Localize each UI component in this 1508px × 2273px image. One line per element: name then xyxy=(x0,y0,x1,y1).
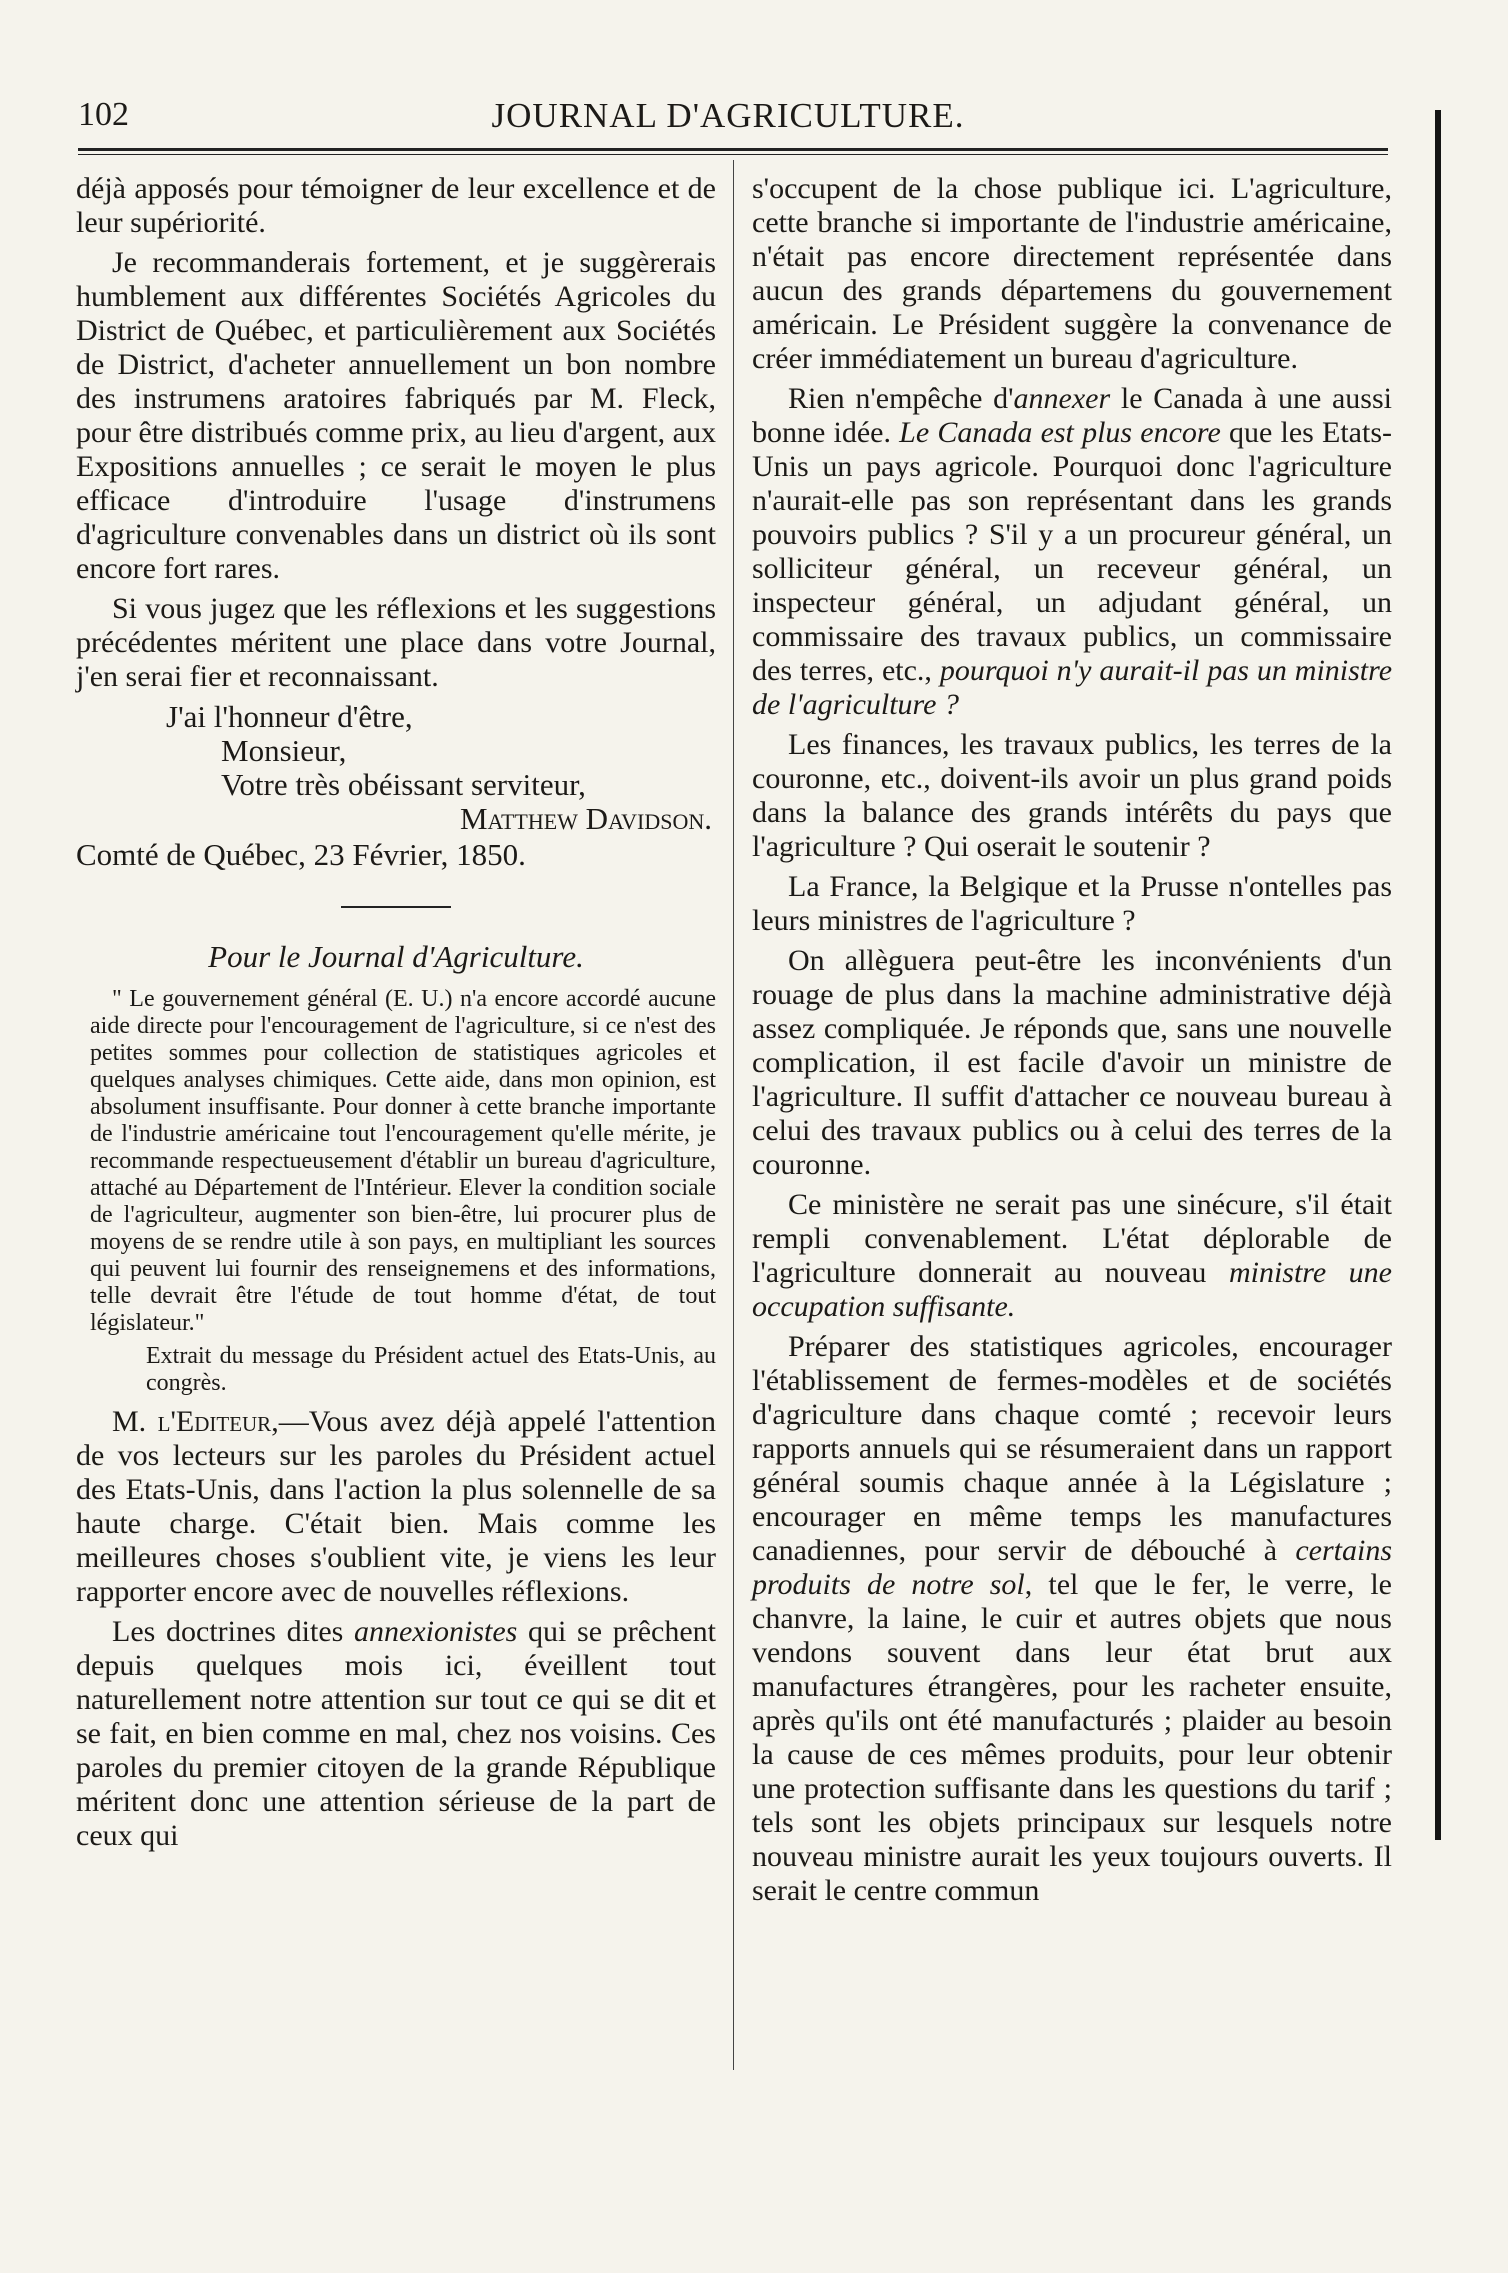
paragraph-text: Préparer des statistiques agricoles, encourager l'établissement de fermes-modèles et de sociétés d'agriculture dans chaque comté ; recevoir leurs rapports annuels qui se résumeraient dans un rapport général soumis chaque année à la Législature ; encourager en même temps les manufactures canadiennes, pour servir de débouché à xyxy=(752,1330,1392,1567)
paragraph-recommendation: Je recommanderais fortement, et je suggèrerais humblement aux différentes Sociétés Agricoles du District de Québec, et particulièrement aux Sociétés de District, d'acheter annuellement un bon nombre des instrumens aratoires fabriqués par M. Fleck, pour être distribués comme prix, au lieu d'argent, aux Expositions annuelles ; ce serait le moyen le plus efficace d'introduire l'usage d'instrumens d'agriculture convenables dans un district où ils sont encore fort rares. xyxy=(76,246,716,585)
quote-source: Extrait du message du Président actuel des Etats-Unis, au congrès. xyxy=(146,1343,716,1396)
paragraph-doctrines xyxy=(76,1615,716,1853)
signature: Matthew Davidson. xyxy=(459,801,712,836)
paragraph-continued: déjà apposés pour témoigner de leur excellence et de leur supériorité. xyxy=(76,172,716,239)
header-rule xyxy=(78,148,1388,155)
paragraph-preparer xyxy=(752,1330,1392,1908)
left-column xyxy=(76,172,716,1859)
emphasis-text: annexionistes xyxy=(354,1615,518,1648)
paragraph-finances: Les finances, les travaux publics, les terres de la couronne, etc., doivent-ils avoir un plus grand poids dans la balance des grands intérêts du pays que l'agriculture ? Qui oserait le soutenir ? xyxy=(752,728,1392,863)
section-heading: Pour le Journal d'Agriculture. xyxy=(208,939,584,974)
right-column xyxy=(752,172,1392,1914)
emphasis-text: Le Canada est plus encore xyxy=(899,416,1221,449)
closing-salutation: Monsieur, xyxy=(221,733,347,768)
paragraph-suggestion: Si vous jugez que les réflexions et les suggestions précédentes méritent une place dans votre Journal, j'en serai fier et reconnaissant. xyxy=(76,592,716,693)
epigraph-quote: " Le gouvernement général (E. U.) n'a encore accordé aucune aide directe pour l'encouragement de l'agriculture, si ce n'est des petites sommes pour collection de statistiques agricoles et quelques analyses chimiques. Cette aide, dans mon opinion, est absolument insuffisante. Pour donner à cette branche importante de l'industrie américaine tout l'encouragement qu'elle mérite, je recommande respectueusement d'établir un bureau d'agriculture, attaché au Département de l'Intérieur. Elever la condition sociale de l'agriculteur, augmenter son bien-être, lui procurer plus de moyens de se rendre utile à son pays, en multipliant les sources qui peuvent lui fournir des renseignemens et des informations, telle devrait être l'étude de tout homme d'état, de tout législateur." xyxy=(90,986,716,1336)
paragraph-inconvenients: On allèguera peut-être les inconvénients d'un rouage de plus dans la machine administrative déjà assez compliquée. Je réponds que, sans une nouvelle complication, il est facile d'avoir un ministre de l'agriculture. Il suffit d'attacher ce nouveau bureau à celui des travaux publics ou à celui des terres de la couronne. xyxy=(752,944,1392,1181)
emphasis-text: ministre une occupation suffisante. xyxy=(752,1256,1392,1323)
paragraph-text: Rien n'empêche d' xyxy=(788,382,1014,415)
section-rule xyxy=(341,906,451,908)
paragraph-ministere xyxy=(752,1188,1392,1324)
emphasis-text: pourquoi n'y aurait-il pas un ministre de l'agriculture ? xyxy=(752,654,1393,721)
place-date: Comté de Québec, 23 Février, 1850. xyxy=(76,837,526,872)
paragraph-editor-address xyxy=(76,1405,716,1609)
paragraph-text: qui se prêchent depuis quelques mois ici, éveillent tout naturellement notre attention sur tout ce qui se dit et se fait, en bien comme en mal, chez nos voisins. Ces paroles du premier citoyen de la grande République méritent donc une attention sérieuse de la part de ceux qui xyxy=(76,1615,716,1852)
paragraph-text: , tel que le fer, le verre, le chanvre, la laine, le cuir et autres objets que nous vendons souvent dans leur état brut aux manufactures étrangères, pour les racheter ensuite, après qu'ils ont été manufacturés ; plaider au besoin la cause de ces mêmes produits, pour leur obtenir une protection suffisante dans les questions du tarif ; tels sont les objets principaux sur lesquels notre nouveau ministre aurait les yeux toujours ouverts. Il serait le centre commun xyxy=(752,1568,1392,1907)
salutation-editor: M. l'Editeur, xyxy=(112,1405,279,1438)
running-title: JOURNAL D'AGRICULTURE. xyxy=(491,96,965,135)
closing-line: J'ai l'honneur d'être, xyxy=(166,699,413,734)
page-header xyxy=(78,96,1378,148)
paragraph-text: que les Etats-Unis un pays agricole. Pourquoi donc l'agriculture n'aurait-elle pas son représentant dans les grands pouvoirs publics ? S'il y a un procureur général, un solliciteur général, un receveur général, un inspecteur général, un adjudant général, un commissaire des travaux publics, un commissaire des terres, etc., xyxy=(752,416,1392,687)
column-divider xyxy=(733,160,734,2070)
paragraph-france: La France, la Belgique et la Prusse n'ontelles pas leurs ministres de l'agriculture ? xyxy=(752,870,1392,937)
paragraph-text: —Vous avez déjà appelé l'attention de vos lecteurs sur les paroles du Président actuel des Etats-Unis, dans l'action la plus solennelle de sa haute charge. C'était bien. Mais comme les meilleures choses s'oublient vite, je viens les leur rapporter encore avec de nouvelles réflexions. xyxy=(76,1405,716,1608)
paragraph-annexer xyxy=(752,382,1392,722)
paragraph-text: Les doctrines dites xyxy=(112,1615,355,1648)
emphasis-text: annexer xyxy=(1013,382,1111,415)
emphasis-text: certains produits de notre sol xyxy=(752,1534,1392,1601)
closing-servant: Votre très obéissant serviteur, xyxy=(221,767,586,802)
paragraph-text: le Canada à une aussi bonne idée. xyxy=(752,382,1392,449)
paragraph-continued: s'occupent de la chose publique ici. L'agriculture, cette branche si importante de l'industrie américaine, n'était pas encore directement représentée dans aucun des grands départemens du gouvernement américain. Le Président suggère la convenance de créer immédiatement un bureau d'agriculture. xyxy=(752,172,1392,375)
page-edge-shadow xyxy=(1435,110,1441,1840)
page-number: 102 xyxy=(78,96,129,133)
paragraph-text: Ce ministère ne serait pas une sinécure, s'il était rempli convenablement. L'état déplorable de l'agriculture donnerait au nouveau xyxy=(752,1188,1392,1289)
